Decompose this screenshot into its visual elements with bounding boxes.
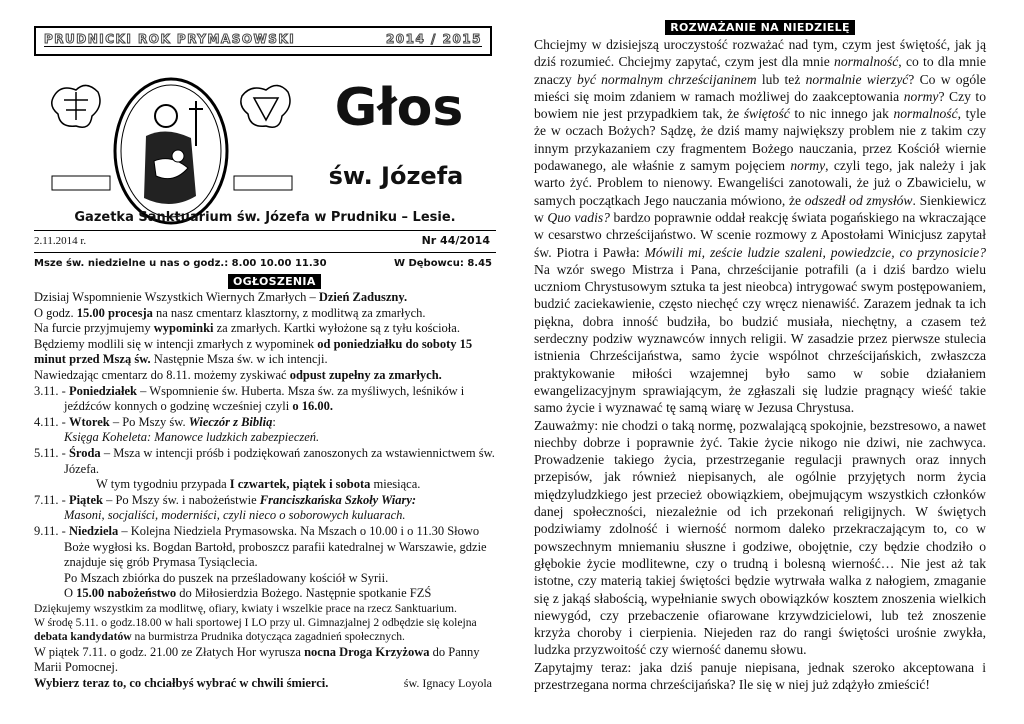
gazette-line: Gazetka Sanktuarium św. Józefa w Prudniku – Lesie. [74,210,456,225]
schedule-note: W tym tygodniu przypada I czwartek, piątek i sobota miesiąca. [96,477,421,492]
reflection-paragraph: Chciejmy w dzisiejszą uroczystość rozważać nad tym, czym jest świętość, jak ją dziś rozumieć. Chciejmy zapytać, czym jest dla mnie normalność, co to dla mnie znaczy być normalnym chrześcijaninem lub też normalnie wierzyć? Co w ogóle mieści się moim zdaniem w ramach możliwej do zaakceptowania normy? Czy to bowiem nie jest przypadkiem tak, że świętość to nic innego jak normalność, tyle że w oczach Bożych? Sądzę, że dziś mamy największy problem nie z takim czy innym przykazaniem czy fragmentem Bożego nauczania, przez Kościół wiernie podawanego, ale właśnie z samym pojęciem normy, czyli tego, jak należy i jak warto żyć. Problem to nienowy. Ewangeliści zanotowali, że już o Zbawicielu, w samych początkach Jego nauczania mówiono, że odszedł od zmysłów. Sienkiewicz w Quo vadis? bardzo poprawnie oddał reakcję świata pogańskiego na wkraczające w cesarstwo chrześcijaństwo. W scenie rozmowy z Apostołami Winicjusz zapytał św. Piotra i Pawła: Mówili mi, zeście ludzie szaleni, powiedzcie, co przynosicie? Na wzór swego Mistrza i Pana, chrześcijanie potrafili (a i dziś bardzo wielu uczniom Chrystusowym sztuka ta jest nieobca) intrygować swym postępowaniem, budzić zaciekawienie, często niechęć czy wręcz nienawiść. Zarazem jednak ta ich piękna, dobra inność budziła, bo budzić musiała, niechętny, a czasem też serdeczny podziw wyznawców innych religii. W zasadzie przez pierwsze stulecia istnienia Chrześcijaństwa, samo życie wspólnot chrześcijańskich, zwłaszcza praktykowanie miłości wzajemnej było samo w sobie działaniem ewangelizacyjnym sprawiającym, że zgłaszali się ludzie pragnący wieść takie samo życie i wyznawać tę samą wiarę w Jezusa Chrystusa. [534,37,986,416]
st-joseph-medallion-image [46,76,296,226]
announcements-heading: OGŁOSZENIA [228,274,321,289]
banner-left: PRUDNICKI ROK PRYMASOWSKI [44,32,296,46]
quote-author: św. Ignacy Loyola [403,675,492,690]
announcement-paragraph: Nawiedzając cmentarz do 8.11. możemy zyskiwać odpust zupełny za zmarłych. [34,367,442,382]
masthead-banner [34,26,492,56]
closing-quote [34,676,496,692]
reflection-paragraph: Zauważmy: nie chodzi o taką normę, pozwalającą spokojnie, bezstresowo, a nawet niechby dobrze i poprawnie żyć. Takie życie nikogo nie dziwi, nie zachwyca. Prowadzenie takiego życia, przestrzeganie regulacji prawnych oraz innych przepisów, jak również niepisanych, ale ogólnie przyjętych norm życia międzyludzkiego jest przecież obowiązkiem, obejmującym wszystkich członków danej społeczności, niezależnie od ich przekonań religijnych. W świętych podziwiamy zdolność i wierność normom daleko przekraczającym to, co w powszechnym mniemaniu słuszne i godziwe, obojętnie, czy będzie chodziło o głębokie życie modlitewne, czy o trudną i bolesną wierność… Nie jest aż tak istotne, czy materią takiej świętości będzie wytrwała walka z nałogiem, zmaganie się z jakąś słabością, wypełnianie swych obowiązków kosztem znoszenia wielkich niewygód, czy przebaczenie ofiarowane krzywdzicielowi, lub też znoszenie krzyża choroby i cierpienia. Niejeden raz do rangi świętości urośnie zwykła, ludzka przyzwoitość czy wierność danemu słowu. [534,417,986,658]
newsletter-title: Głos [334,78,464,138]
reflection-heading: ROZWAŻANIE NA NIEDZIELĘ [665,20,855,35]
announcements-body [34,290,496,692]
announcement-paragraph: W środę 5.11. o godz.18.00 w hali sportowej I LO przy ul. Gimnazjalnej 2 odbędzie się kolejna debata kandydatów na burmistrza Prudnika dotycząca zagadnień społecznych. [34,616,477,644]
announcement-paragraph: Na furcie przyjmujemy wypominki za zmarłych. Kartki wyłożone są z tyłu kościoła. Będziemy modlili się w intencji zmarłych z wypominek od poniedziałku do soboty 15 minut przed Mszą św. Następnie Msza św. w ich intencji. [34,321,473,367]
newsletter-subtitle: św. Józefa [328,162,464,190]
left-column [34,24,496,704]
announcement-paragraph: O godz. 15.00 procesja na nasz cmentarz klasztorny, z modlitwą za zmarłych. [34,305,426,320]
thanks-note: Dziękujemy wszystkim za modlitwę, ofiary, kwiaty i wszelkie prace na rzecz Sanktuarium. [34,601,457,615]
right-column [534,18,990,708]
schedule-item: 7.11. - Piątek – Po Mszy św. i nabożeństwie Franciszkańska Szkoły Wiary: Masoni, socjaliści, moderniści, czyli nieco o soborowych kuluarach. [34,492,417,523]
schedule-item: 4.11. - Wtorek – Po Mszy św. Wieczór z Biblią: Księga Koheleta: Manowce ludzkich zabezpieczeń. [34,414,320,445]
schedule-item: 5.11. - Środa – Msza w intencji próśb i podziękowań zanoszonych za wstawiennictwem św. Józefa. [34,445,495,476]
quote-text: Wybierz teraz to, co chciałbyś wybrać w chwili śmierci. [34,675,329,690]
issue-date: 2.11.2014 r. [34,235,87,247]
banner-right: 2014 / 2015 [385,32,482,46]
reflection-paragraph: Zapytajmy teraz: jaka dziś panuje niepisana, jednak szeroko akceptowana i przestrzegana norma chrześcijańska? Ile się w niej już zdążyło zmieścić! [534,659,986,692]
issue-number: Nr 44/2014 [421,234,490,247]
date-row [34,234,496,250]
announcement-paragraph: W piątek 7.11. o godz. 21.00 ze Złatych Hor wyrusza nocna Droga Krzyżowa do Panny Marii Pomocnej. [34,644,480,675]
announcement-paragraph: Dzisiaj Wspomnienie Wszystkich Wiernych Zmarłych – Dzień Zaduszny. [34,290,408,304]
divider [34,230,496,231]
divider [34,252,496,253]
schedule-item: 3.11. - Poniedziałek – Wspomnienie św. Huberta. Msza św. za myśliwych, leśników i jeźdźców konnych o godzinę wcześniej czyli o 16.00. [34,383,465,414]
reflection-body [534,36,986,693]
schedule-item: 9.11. - Niedziela – Kolejna Niedziela Prymasowska. Na Mszach o 10.00 i o 11.30 Słowo Boże wygłosi ks. Bogdan Bartołd, proboszcz parafii katedralnej w Warszawie, gdzie znajduje się grób Prymasa Tysiąclecia. Po Mszach zbiórka do puszek na prześladowany kościół w Syrii. O 15.00 nabożeństwo do Miłosierdzia Bożego. Następnie spotkanie FZŚ [34,523,487,601]
sunday-mass-times: Msze św. niedzielne u nas o godz.: 8.00 10.00 11.30 [34,258,327,269]
debowiec-mass-time: W Dębowcu: 8.45 [393,258,492,269]
